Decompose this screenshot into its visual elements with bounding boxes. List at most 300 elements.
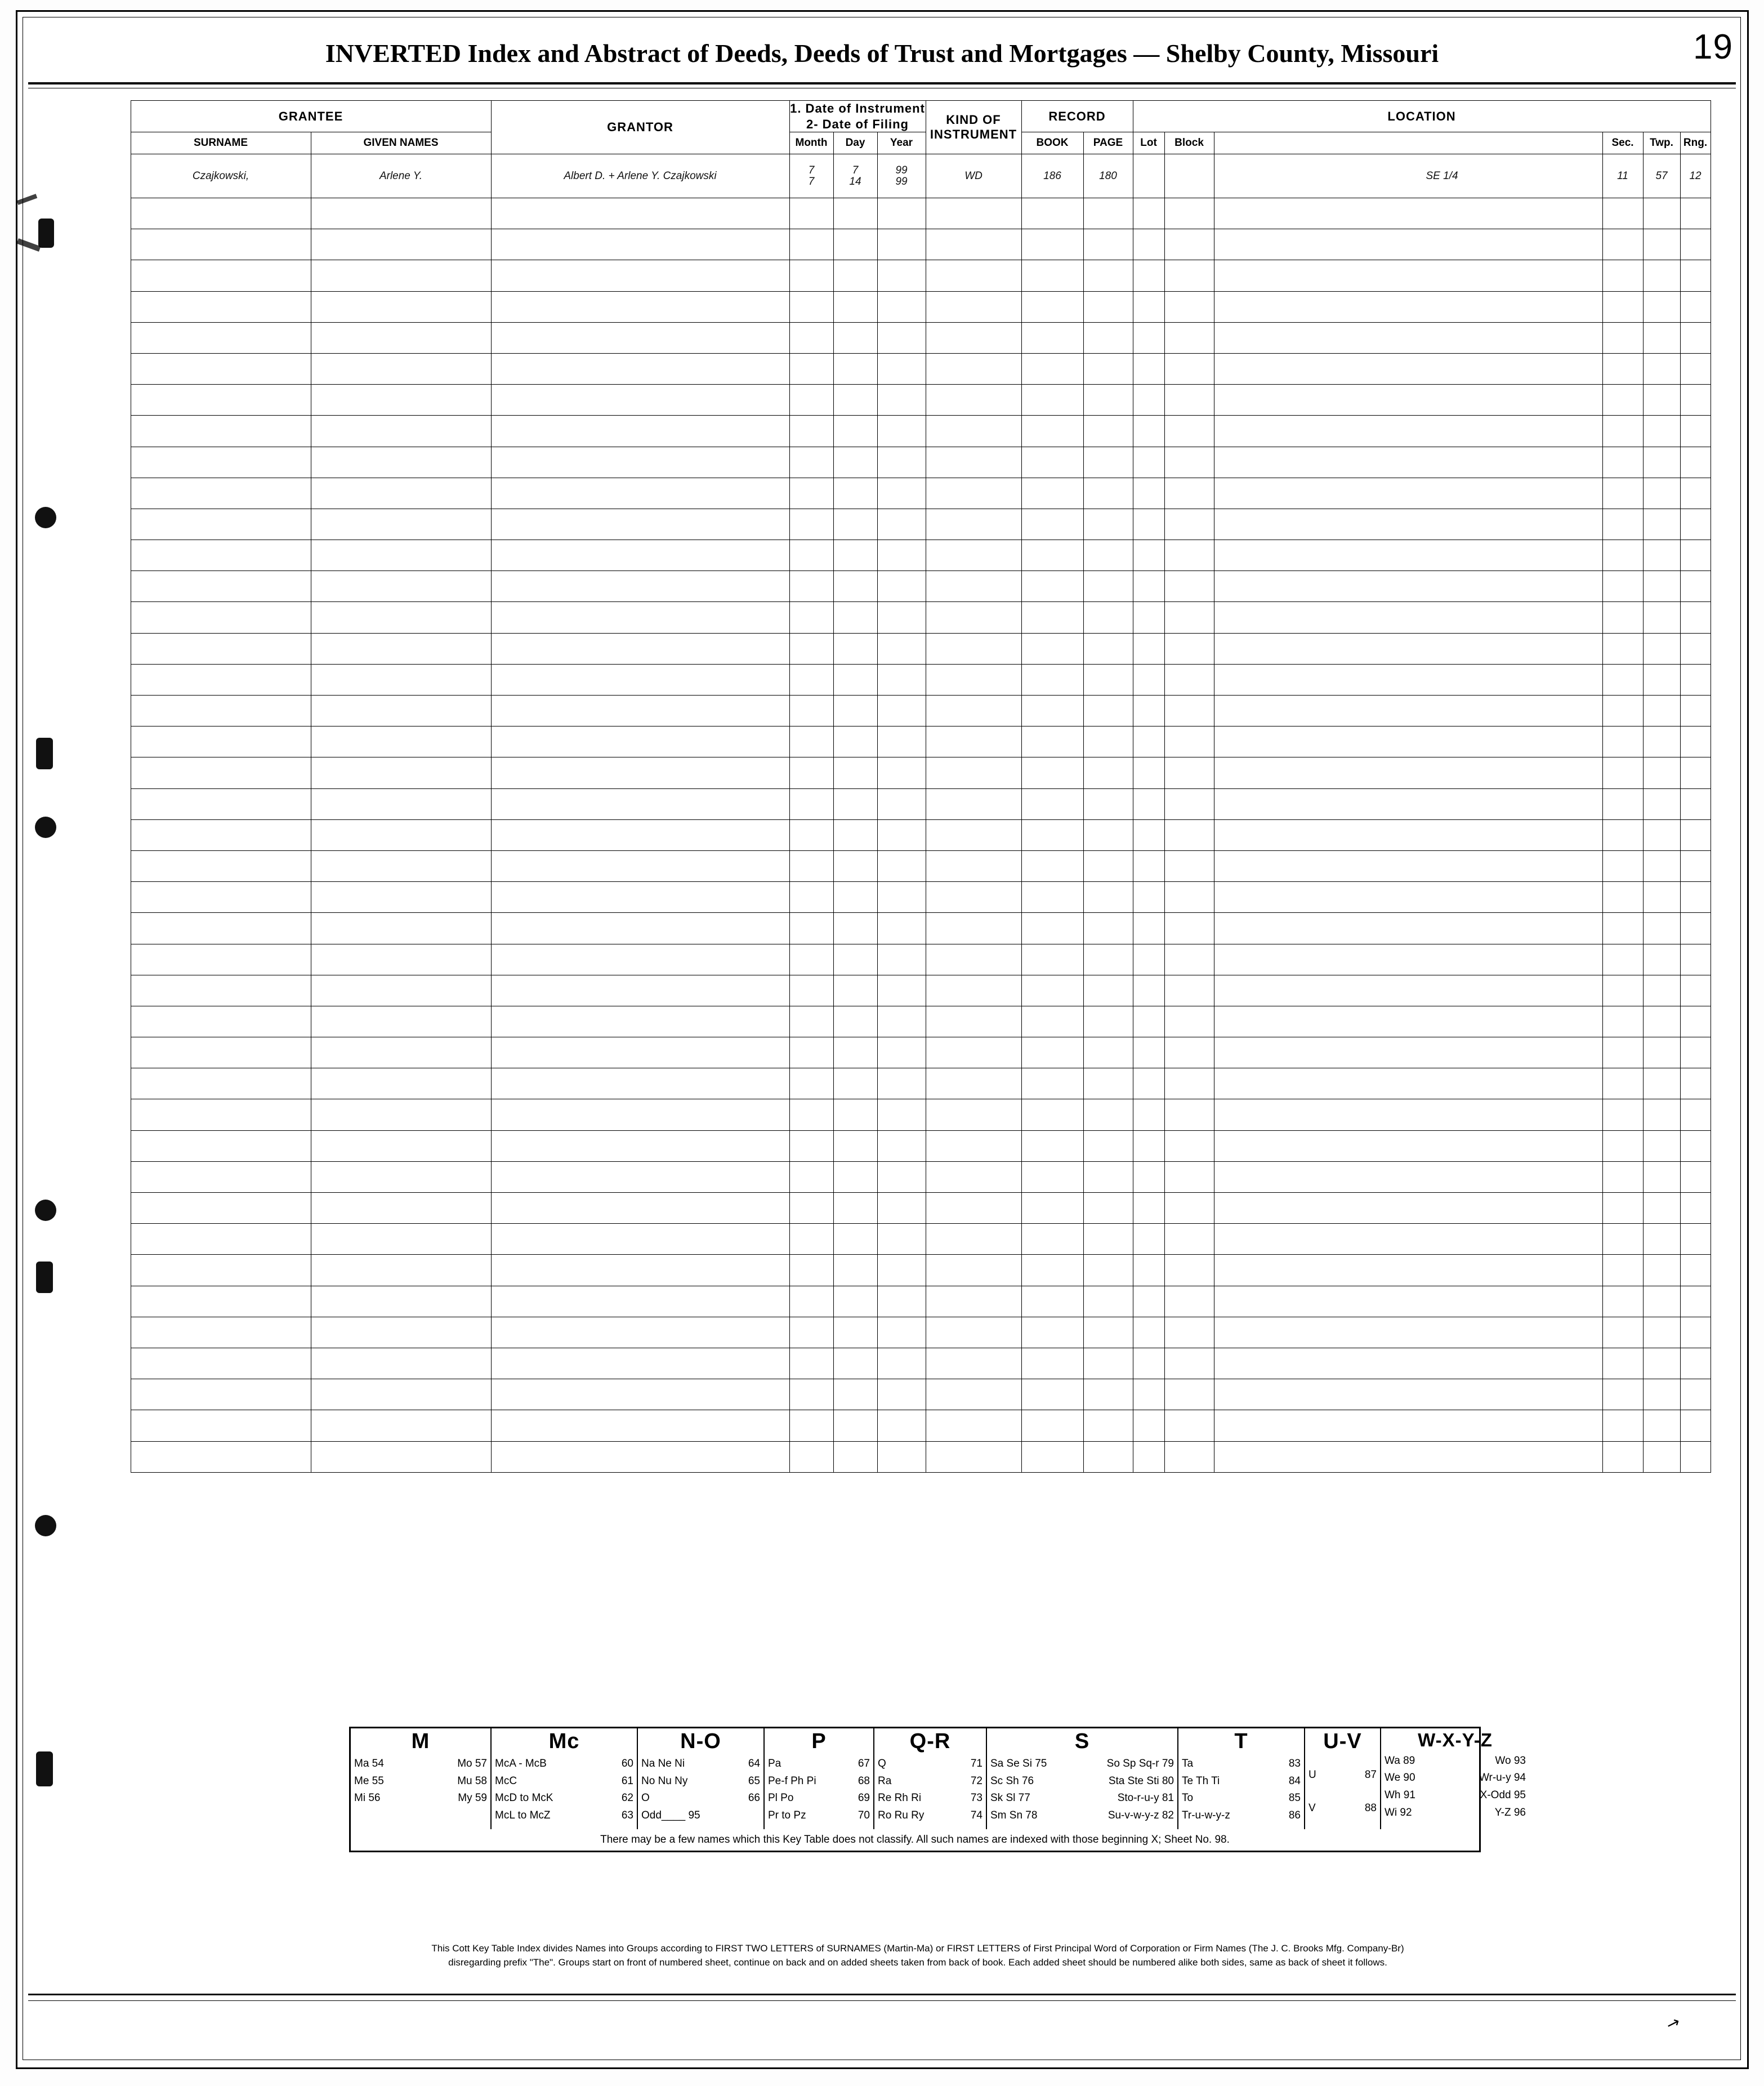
cell-lot[interactable] [1133,260,1164,291]
cell-block[interactable] [1164,1193,1214,1224]
row-left-margin[interactable] [35,1006,131,1037]
cell-rng[interactable] [1680,385,1711,416]
cell-lot[interactable] [1133,540,1164,571]
cell-lot[interactable] [1133,229,1164,260]
cell-grantor[interactable] [491,1410,789,1441]
cell-book[interactable] [1021,882,1083,913]
cell-year[interactable] [877,975,926,1006]
cell-block[interactable] [1164,1317,1214,1348]
cell-lot[interactable] [1133,633,1164,664]
table-row-empty[interactable] [35,975,1711,1006]
cell-given-names[interactable] [311,633,491,664]
cell-page[interactable] [1083,944,1133,975]
cell-kind-of-instrument[interactable] [926,944,1021,975]
cell-year[interactable] [877,850,926,881]
cell-day[interactable] [833,1441,877,1472]
cell-sec[interactable] [1602,1099,1643,1130]
cell-page[interactable] [1083,913,1133,944]
cell-grantor[interactable] [491,1068,789,1099]
cell-page[interactable] [1083,571,1133,602]
cell-block[interactable] [1164,540,1214,571]
cell-lot[interactable] [1133,1410,1164,1441]
row-left-margin[interactable] [35,913,131,944]
cell-month[interactable] [789,154,833,198]
cell-block[interactable] [1164,1379,1214,1410]
cell-sec[interactable] [1602,975,1643,1006]
table-row-empty[interactable] [35,291,1711,322]
table-row-empty[interactable] [35,602,1711,633]
cell-month[interactable] [789,819,833,850]
cell-lot[interactable] [1133,322,1164,353]
cell-block[interactable] [1164,1161,1214,1192]
cell-kind-of-instrument[interactable] [926,633,1021,664]
cell-rng[interactable] [1680,696,1711,726]
cell-book[interactable] [1021,1441,1083,1472]
cell-day[interactable] [833,416,877,447]
cell-description[interactable] [1214,696,1602,726]
cell-month[interactable] [789,478,833,509]
cell-surname[interactable] [131,726,311,757]
cell-given-names[interactable] [311,850,491,881]
cell-month[interactable] [789,633,833,664]
cell-given-names[interactable] [311,1068,491,1099]
cell-lot[interactable] [1133,447,1164,478]
cell-kind-of-instrument[interactable] [926,478,1021,509]
cell-given-names[interactable] [311,788,491,819]
cell-day[interactable] [833,664,877,695]
cell-block[interactable] [1164,509,1214,540]
cell-book[interactable] [1021,1161,1083,1192]
cell-block[interactable] [1164,1068,1214,1099]
cell-block[interactable] [1164,726,1214,757]
cell-book[interactable] [1021,353,1083,384]
cell-year[interactable] [877,385,926,416]
cell-year[interactable] [877,540,926,571]
cell-surname[interactable] [131,1286,311,1317]
cell-description[interactable] [1214,229,1602,260]
cell-given-names[interactable] [311,416,491,447]
cell-day[interactable] [833,1161,877,1192]
cell-description[interactable] [1214,1441,1602,1472]
cell-year[interactable] [877,913,926,944]
cell-twp[interactable] [1643,788,1680,819]
cell-grantor[interactable] [491,633,789,664]
cell-day[interactable] [833,633,877,664]
cell-block[interactable] [1164,260,1214,291]
cell-lot[interactable] [1133,478,1164,509]
cell-page[interactable] [1083,447,1133,478]
cell-page[interactable] [1083,850,1133,881]
table-row-empty[interactable] [35,478,1711,509]
cell-kind-of-instrument[interactable] [926,757,1021,788]
cell-month[interactable] [789,757,833,788]
cell-day[interactable] [833,291,877,322]
cell-page[interactable] [1083,198,1133,229]
cell-surname[interactable] [131,850,311,881]
cell-book[interactable] [1021,1286,1083,1317]
cell-grantor[interactable] [491,819,789,850]
cell-grantor[interactable] [491,353,789,384]
cell-month[interactable] [789,602,833,633]
cell-twp[interactable] [1643,882,1680,913]
cell-sec[interactable] [1602,260,1643,291]
table-row-empty[interactable] [35,540,1711,571]
cell-page[interactable] [1083,726,1133,757]
cell-kind-of-instrument[interactable] [926,1317,1021,1348]
cell-rng[interactable] [1680,571,1711,602]
cell-given-names[interactable] [311,260,491,291]
row-left-margin[interactable] [35,850,131,881]
cell-kind-of-instrument[interactable] [926,819,1021,850]
cell-kind-of-instrument[interactable] [926,1379,1021,1410]
cell-year[interactable] [877,478,926,509]
cell-surname[interactable] [131,944,311,975]
cell-sec[interactable] [1602,633,1643,664]
cell-given-names[interactable] [311,1441,491,1472]
cell-rng[interactable] [1680,1068,1711,1099]
cell-kind-of-instrument[interactable] [926,1068,1021,1099]
cell-sec[interactable] [1602,1224,1643,1255]
cell-grantor[interactable] [491,1379,789,1410]
table-row-empty[interactable] [35,229,1711,260]
cell-description[interactable] [1214,478,1602,509]
cell-rng[interactable] [1680,229,1711,260]
cell-sec[interactable] [1602,385,1643,416]
cell-page[interactable] [1083,509,1133,540]
cell-description[interactable] [1214,1006,1602,1037]
table-row-empty[interactable] [35,1099,1711,1130]
cell-surname[interactable] [131,1441,311,1472]
row-left-margin[interactable] [35,1161,131,1192]
cell-lot[interactable] [1133,385,1164,416]
cell-sec[interactable] [1602,1348,1643,1379]
cell-surname[interactable] [131,1379,311,1410]
cell-year[interactable] [877,1161,926,1192]
cell-twp[interactable] [1643,1317,1680,1348]
table-row-empty[interactable] [35,913,1711,944]
table-row-empty[interactable] [35,819,1711,850]
cell-book[interactable] [1021,850,1083,881]
cell-rng[interactable]: 12 [1680,154,1711,198]
cell-book[interactable] [1021,478,1083,509]
row-left-margin[interactable] [35,478,131,509]
cell-page[interactable] [1083,1286,1133,1317]
table-row-empty[interactable] [35,1068,1711,1099]
cell-book[interactable] [1021,322,1083,353]
cell-rng[interactable] [1680,850,1711,881]
cell-lot[interactable] [1133,850,1164,881]
cell-lot[interactable] [1133,944,1164,975]
cell-page[interactable] [1083,1255,1133,1286]
cell-kind-of-instrument[interactable] [926,602,1021,633]
cell-page[interactable] [1083,696,1133,726]
cell-sec[interactable] [1602,726,1643,757]
cell-twp[interactable] [1643,509,1680,540]
cell-surname[interactable] [131,788,311,819]
cell-year[interactable] [877,291,926,322]
cell-given-names[interactable] [311,726,491,757]
cell-block[interactable] [1164,1286,1214,1317]
cell-page[interactable] [1083,1441,1133,1472]
cell-lot[interactable] [1133,1037,1164,1068]
cell-block[interactable] [1164,788,1214,819]
cell-lot[interactable] [1133,509,1164,540]
row-left-margin[interactable] [35,1099,131,1130]
cell-surname[interactable] [131,540,311,571]
cell-description[interactable] [1214,602,1602,633]
cell-month[interactable] [789,1410,833,1441]
cell-month[interactable] [789,447,833,478]
cell-book[interactable] [1021,1037,1083,1068]
cell-page[interactable] [1083,882,1133,913]
cell-twp[interactable] [1643,975,1680,1006]
row-left-margin[interactable] [35,385,131,416]
cell-month[interactable] [789,726,833,757]
row-left-margin[interactable] [35,1286,131,1317]
cell-page[interactable] [1083,385,1133,416]
cell-description[interactable] [1214,1130,1602,1161]
cell-twp[interactable] [1643,1348,1680,1379]
cell-lot[interactable] [1133,1286,1164,1317]
cell-grantor[interactable] [491,944,789,975]
cell-given-names[interactable] [311,1379,491,1410]
row-left-margin[interactable] [35,416,131,447]
cell-year[interactable] [877,571,926,602]
cell-year[interactable] [877,1348,926,1379]
cell-page[interactable] [1083,416,1133,447]
cell-description[interactable] [1214,788,1602,819]
cell-description[interactable] [1214,571,1602,602]
cell-lot[interactable] [1133,1317,1164,1348]
cell-twp[interactable] [1643,726,1680,757]
table-row-empty[interactable] [35,1286,1711,1317]
cell-month[interactable] [789,664,833,695]
cell-block[interactable] [1164,664,1214,695]
row-left-margin[interactable] [35,726,131,757]
cell-kind-of-instrument[interactable] [926,913,1021,944]
row-left-margin[interactable] [35,1441,131,1472]
cell-given-names[interactable] [311,757,491,788]
row-left-margin[interactable] [35,1130,131,1161]
cell-rng[interactable] [1680,291,1711,322]
row-left-margin[interactable] [35,1037,131,1068]
cell-description[interactable] [1214,633,1602,664]
cell-day[interactable] [833,1224,877,1255]
table-row-empty[interactable] [35,1193,1711,1224]
row-left-margin[interactable] [35,664,131,695]
cell-day[interactable] [833,198,877,229]
table-row-empty[interactable] [35,633,1711,664]
cell-year[interactable] [877,447,926,478]
row-left-margin[interactable] [35,602,131,633]
cell-sec[interactable] [1602,882,1643,913]
cell-rng[interactable] [1680,633,1711,664]
row-left-margin[interactable] [35,975,131,1006]
cell-month[interactable] [789,882,833,913]
cell-year[interactable] [877,819,926,850]
cell-block[interactable] [1164,944,1214,975]
cell-month[interactable] [789,1130,833,1161]
cell-twp[interactable] [1643,229,1680,260]
cell-book[interactable] [1021,1068,1083,1099]
cell-day[interactable] [833,1317,877,1348]
table-row-empty[interactable] [35,353,1711,384]
row-left-margin[interactable] [35,882,131,913]
cell-page[interactable] [1083,322,1133,353]
cell-lot[interactable] [1133,788,1164,819]
cell-grantor[interactable] [491,571,789,602]
cell-year[interactable] [877,260,926,291]
cell-page[interactable] [1083,291,1133,322]
table-row-empty[interactable] [35,1410,1711,1441]
cell-sec[interactable] [1602,198,1643,229]
table-row-empty[interactable] [35,1317,1711,1348]
cell-day[interactable] [833,571,877,602]
cell-year[interactable] [877,788,926,819]
table-row-empty[interactable] [35,1255,1711,1286]
cell-description[interactable] [1214,385,1602,416]
cell-surname[interactable] [131,975,311,1006]
cell-kind-of-instrument[interactable] [926,1441,1021,1472]
cell-surname[interactable] [131,260,311,291]
cell-surname[interactable] [131,229,311,260]
cell-surname[interactable] [131,882,311,913]
cell-page[interactable] [1083,1099,1133,1130]
cell-year[interactable] [877,944,926,975]
cell-description[interactable] [1214,944,1602,975]
cell-day[interactable] [833,540,877,571]
cell-day[interactable] [833,913,877,944]
cell-description[interactable] [1214,291,1602,322]
cell-block[interactable] [1164,353,1214,384]
cell-block[interactable] [1164,198,1214,229]
cell-page[interactable] [1083,229,1133,260]
cell-page[interactable] [1083,1348,1133,1379]
cell-surname[interactable] [131,353,311,384]
cell-book[interactable] [1021,260,1083,291]
cell-book[interactable] [1021,726,1083,757]
cell-description[interactable] [1214,850,1602,881]
cell-grantor[interactable] [491,696,789,726]
cell-rng[interactable] [1680,1193,1711,1224]
cell-kind-of-instrument[interactable] [926,260,1021,291]
cell-book[interactable] [1021,1379,1083,1410]
cell-grantor[interactable] [491,540,789,571]
cell-twp[interactable] [1643,540,1680,571]
cell-grantor[interactable] [491,260,789,291]
table-row-empty[interactable] [35,1348,1711,1379]
cell-book[interactable] [1021,1224,1083,1255]
cell-kind-of-instrument[interactable] [926,1099,1021,1130]
cell-book[interactable] [1021,447,1083,478]
cell-lot[interactable] [1133,726,1164,757]
cell-block[interactable] [1164,1410,1214,1441]
cell-page[interactable] [1083,353,1133,384]
cell-lot[interactable] [1133,1161,1164,1192]
cell-block[interactable] [1164,882,1214,913]
cell-rng[interactable] [1680,416,1711,447]
cell-kind-of-instrument[interactable] [926,1037,1021,1068]
cell-grantor[interactable] [491,1441,789,1472]
row-left-margin[interactable] [35,1379,131,1410]
cell-lot[interactable] [1133,198,1164,229]
cell-year[interactable] [877,1068,926,1099]
cell-given-names[interactable]: Arlene Y. [311,154,491,198]
cell-twp[interactable] [1643,1441,1680,1472]
cell-rng[interactable] [1680,819,1711,850]
cell-given-names[interactable] [311,602,491,633]
cell-month[interactable] [789,509,833,540]
cell-page[interactable] [1083,633,1133,664]
cell-sec[interactable] [1602,850,1643,881]
cell-block[interactable] [1164,291,1214,322]
row-left-margin[interactable] [35,1317,131,1348]
cell-day[interactable] [833,819,877,850]
cell-month[interactable] [789,850,833,881]
cell-rng[interactable] [1680,447,1711,478]
cell-block[interactable] [1164,696,1214,726]
table-row-empty[interactable] [35,571,1711,602]
cell-year[interactable] [877,726,926,757]
cell-month[interactable] [789,1037,833,1068]
cell-grantor[interactable] [491,229,789,260]
cell-month[interactable] [789,1317,833,1348]
cell-grantor[interactable] [491,788,789,819]
row-left-margin[interactable] [35,198,131,229]
cell-lot[interactable] [1133,154,1164,198]
cell-kind-of-instrument[interactable] [926,353,1021,384]
cell-kind-of-instrument[interactable] [926,1161,1021,1192]
cell-lot[interactable] [1133,696,1164,726]
cell-book[interactable] [1021,664,1083,695]
cell-twp[interactable] [1643,1099,1680,1130]
cell-page[interactable] [1083,602,1133,633]
cell-sec[interactable] [1602,1317,1643,1348]
cell-rng[interactable] [1680,509,1711,540]
cell-month[interactable] [789,291,833,322]
cell-twp[interactable] [1643,1379,1680,1410]
cell-given-names[interactable] [311,975,491,1006]
cell-twp[interactable] [1643,571,1680,602]
cell-year[interactable] [877,229,926,260]
cell-given-names[interactable] [311,1255,491,1286]
cell-lot[interactable] [1133,1006,1164,1037]
cell-description[interactable] [1214,1379,1602,1410]
cell-block[interactable] [1164,229,1214,260]
cell-kind-of-instrument[interactable] [926,696,1021,726]
cell-page[interactable] [1083,1006,1133,1037]
cell-surname[interactable] [131,1348,311,1379]
table-row-empty[interactable] [35,416,1711,447]
cell-page[interactable] [1083,260,1133,291]
cell-twp[interactable] [1643,353,1680,384]
cell-sec[interactable] [1602,1161,1643,1192]
cell-surname[interactable] [131,1130,311,1161]
cell-lot[interactable] [1133,571,1164,602]
cell-twp[interactable] [1643,291,1680,322]
cell-book[interactable] [1021,1130,1083,1161]
cell-given-names[interactable] [311,353,491,384]
cell-book[interactable] [1021,602,1083,633]
cell-month[interactable] [789,198,833,229]
cell-sec[interactable] [1602,571,1643,602]
cell-surname[interactable] [131,571,311,602]
cell-kind-of-instrument[interactable] [926,1224,1021,1255]
cell-day[interactable] [833,229,877,260]
cell-rng[interactable] [1680,478,1711,509]
cell-description[interactable] [1214,1410,1602,1441]
cell-sec[interactable] [1602,913,1643,944]
